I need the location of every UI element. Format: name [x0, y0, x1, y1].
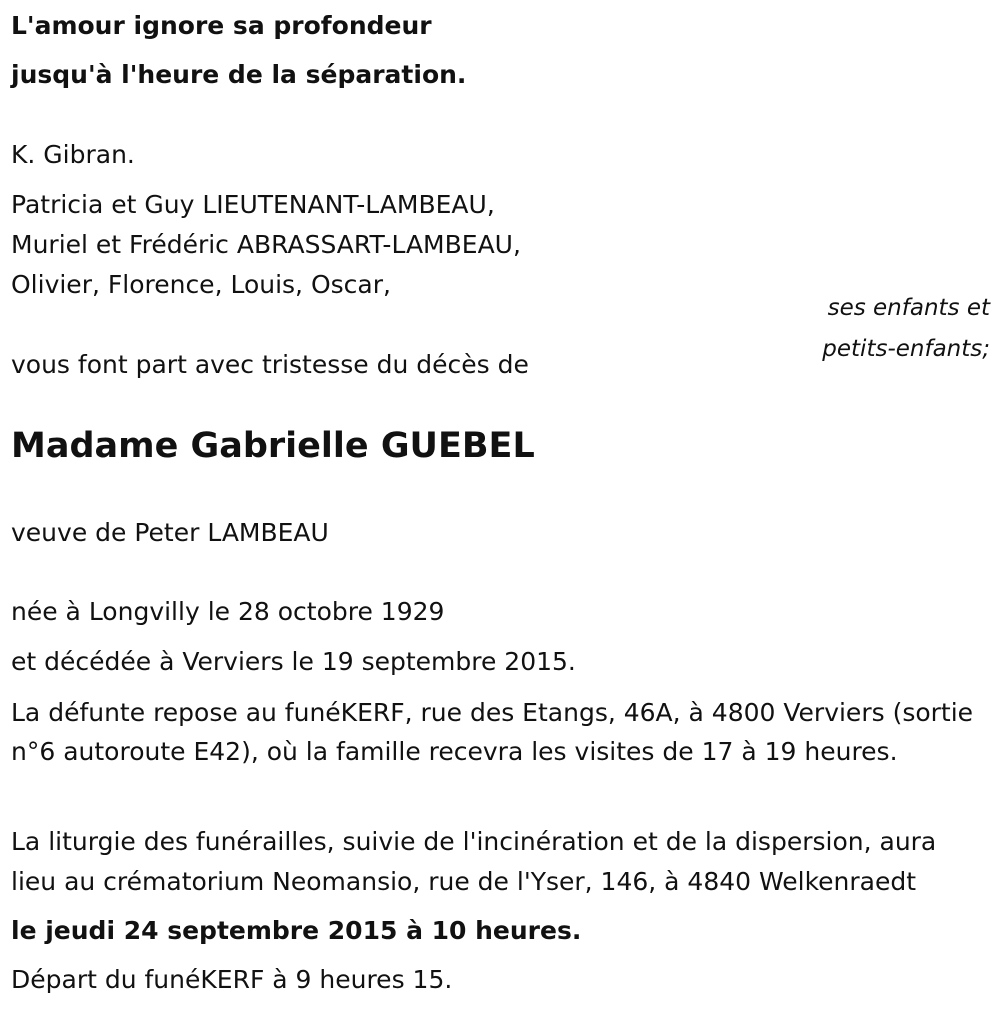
death-info: et décédée à Verviers le 19 septembre 2015. — [11, 647, 576, 676]
family-role-line-2: petits-enfants; — [822, 336, 990, 362]
family-line-1: Patricia et Guy LIEUTENANT-LAMBEAU, — [11, 190, 495, 219]
ceremony-line-2: lieu au crématorium Neomansio, rue de l'Yser, 146, à 4840 Welkenraedt — [11, 867, 917, 896]
family-line-2: Muriel et Frédéric ABRASSART-LAMBEAU, — [11, 230, 521, 259]
visitation-paragraph: La défunte repose au funéKERF, rue des Etangs, 46A, à 4800 Verviers (sortie n°6 autoroute E42), où la famille recevra les visites de 17 à 19 heures. — [11, 698, 974, 766]
quote-line-2: jusqu'à l'heure de la séparation. — [11, 60, 467, 89]
deceased-name: Madame Gabrielle GUEBEL — [11, 426, 535, 466]
announcement: vous font part avec tristesse du décès de — [11, 350, 529, 379]
quote-line-1: L'amour ignore sa profondeur — [11, 11, 432, 40]
ceremony-line-1: La liturgie des funérailles, suivie de l'incinération et de la dispersion, aura — [11, 827, 937, 856]
departure-info: Départ du funéKERF à 9 heures 15. — [11, 965, 453, 994]
family-role-line-1: ses enfants et — [827, 295, 990, 321]
quote-author: K. Gibran. — [11, 140, 135, 169]
birth-info: née à Longvilly le 28 octobre 1929 — [11, 597, 445, 626]
family-line-3: Olivier, Florence, Louis, Oscar, — [11, 270, 391, 299]
widow-of: veuve de Peter LAMBEAU — [11, 518, 329, 547]
ceremony-date: le jeudi 24 septembre 2015 à 10 heures. — [11, 916, 582, 945]
family-role — [822, 288, 990, 370]
